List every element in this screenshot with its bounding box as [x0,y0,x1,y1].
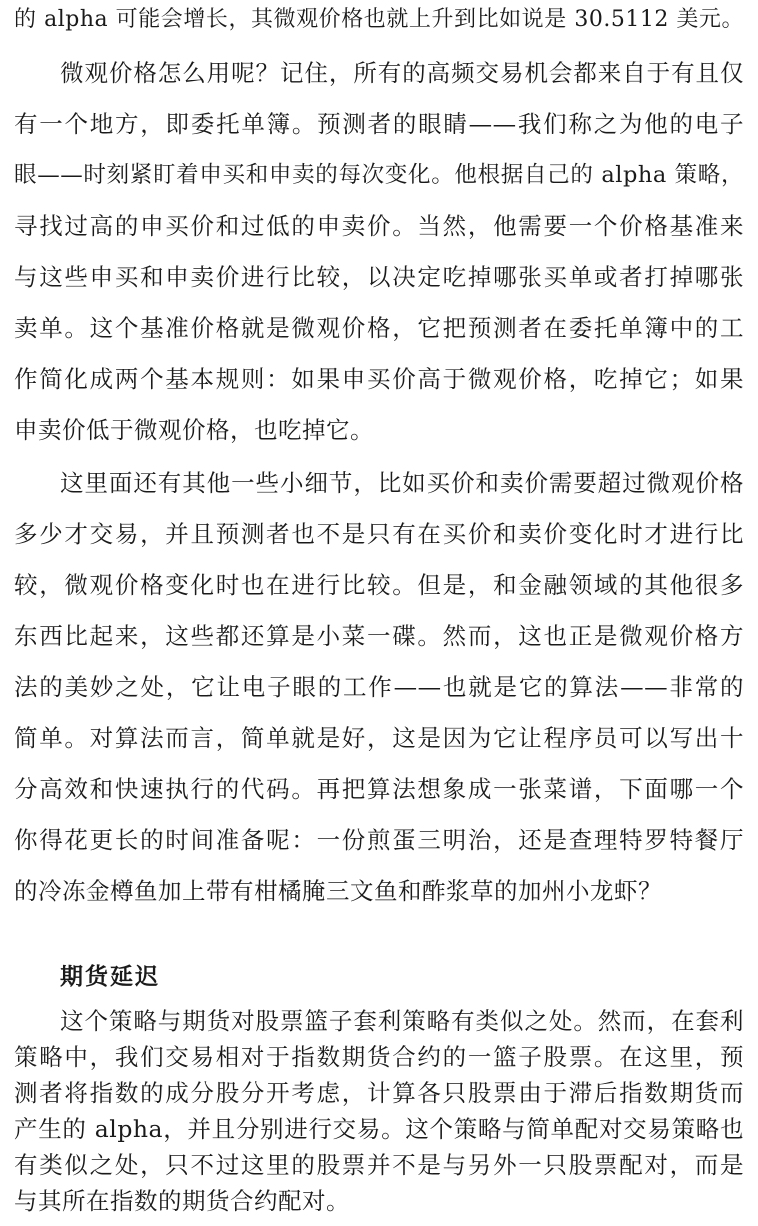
text-line: 你得花更长的时间准备呢：一份煎蛋三明治，还是查理特罗特餐厅 [14,826,744,854]
text-line: 产生的 alpha，并且分别进行交易。这个策略与简单配对交易策略也 [14,1115,744,1143]
text-line: 法的美妙之处，它让电子眼的工作——也就是它的算法——非常的 [14,673,744,701]
text-line: 申卖价低于微观价格，也吃掉它。 [14,416,374,444]
text-line: 分高效和快速执行的代码。再把算法想象成一张菜谱，下面哪一个 [14,775,744,803]
text-line: 策略中，我们交易相对于指数期货合约的一篮子股票。在这里，预 [14,1043,744,1071]
text-line: 卖单。这个基准价格就是微观价格，它把预测者在委托单簿中的工 [14,314,744,342]
text-line: 的冷冻金樽鱼加上带有柑橘腌三文鱼和酢浆草的加州小龙虾？ [14,877,662,905]
text-line: 与这些申买和申卖价进行比较，以决定吃掉哪张买单或者打掉哪张 [14,263,744,291]
text-line: 与其所在指数的期货合约配对。 [14,1187,350,1215]
text-line: 多少才交易，并且预测者也不是只有在买价和卖价变化时才进行比 [14,520,744,548]
text-line: 寻找过高的申买价和过低的申卖价。当然，他需要一个价格基准来 [14,212,744,240]
text-line: 简单。对算法而言，简单就是好，这是因为它让程序员可以写出十 [14,724,744,752]
text-line: 微观价格怎么用呢？记住，所有的高频交易机会都来自于有且仅 [60,59,744,87]
text-line: 眼——时刻紧盯着申买和申卖的每次变化。他根据自己的 alpha 策略， [14,162,744,188]
text-line: 东西比起来，这些都还算是小菜一碟。然而，这也正是微观价格方 [14,622,744,650]
text-line: 测者将指数的成分股分开考虑，计算各只股票由于滞后指数期货而 [14,1079,744,1107]
text-line: 有一个地方，即委托单簿。预测者的眼睛——我们称之为他的电子 [14,110,744,138]
section-heading: 期货延迟 [60,964,160,990]
text-line: 这个策略与期货对股票篮子套利策略有类似之处。然而，在套利 [60,1007,744,1035]
text-line: 的 alpha 可能会增长，其微观价格也就上升到比如说是 30.5112 美元。 [14,7,744,32]
text-line: 较，微观价格变化时也在进行比较。但是，和金融领域的其他很多 [14,571,744,599]
text-line: 作简化成两个基本规则：如果申买价高于微观价格，吃掉它；如果 [14,365,744,393]
text-line: 有类似之处，只不过这里的股票并不是与另外一只股票配对，而是 [14,1151,744,1179]
text-line: 这里面还有其他一些小细节，比如买价和卖价需要超过微观价格 [60,469,744,497]
